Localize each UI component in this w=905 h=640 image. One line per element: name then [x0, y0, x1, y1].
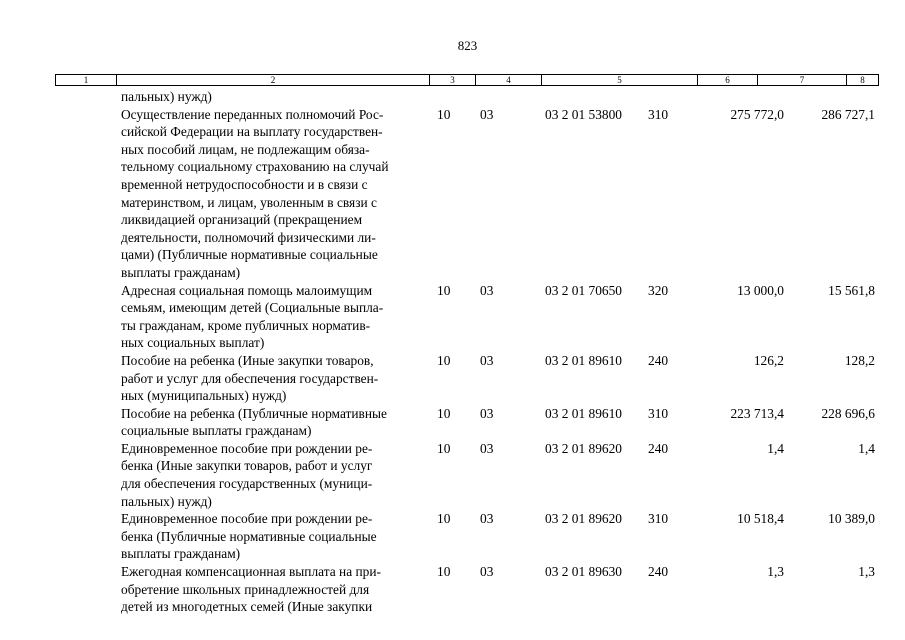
description-line: ных пособий лицам, не подлежащим обяза-: [121, 141, 370, 157]
expense-type-code: 240: [648, 440, 669, 456]
subsection-code: 03: [480, 511, 494, 527]
target-article-code: 03 2 01 70650: [545, 282, 622, 298]
amount-year-1: 1,3: [767, 564, 784, 580]
row-description: [121, 106, 426, 282]
description-line: ных социальных выплат): [121, 335, 265, 351]
amount-year-2: 1,4: [858, 440, 875, 456]
page-number: 823: [457, 38, 478, 53]
description-line: выплаты гражданам): [121, 546, 241, 562]
amount-year-2: 15 561,8: [828, 282, 875, 298]
description-line: пальных) нужд): [121, 493, 212, 509]
row-description: [121, 352, 426, 405]
expense-type-code: 310: [648, 405, 669, 421]
subsection-code: 03: [480, 440, 494, 456]
row-description: [121, 405, 426, 440]
table-row: [0, 563, 905, 616]
row-description: [121, 440, 426, 510]
continuation-row: [0, 88, 905, 106]
row-description: [121, 510, 426, 563]
amount-year-1: 1,4: [767, 440, 784, 456]
target-article-code: 03 2 01 89620: [545, 440, 622, 456]
header-col-6: 6: [697, 75, 757, 85]
description-line: Ежегодная компенсационная выплата на при-: [121, 564, 381, 580]
table-row: [0, 510, 905, 563]
description-line: цами) (Публичные нормативные социальные: [121, 247, 378, 263]
target-article-code: 03 2 01 89630: [545, 564, 622, 580]
section-code: 10: [437, 106, 451, 122]
expense-type-code: 240: [648, 352, 669, 368]
description-line: Осуществление переданных полномочий Рос-: [121, 106, 384, 122]
table-body: [0, 88, 905, 616]
description-line: Пособие на ребенка (Иные закупки товаров,: [121, 352, 374, 368]
target-article-code: 03 2 01 53800: [545, 106, 622, 122]
table-row: [0, 282, 905, 352]
description-line: выплаты гражданам): [121, 264, 241, 280]
expense-type-code: 310: [648, 106, 669, 122]
description-line: бенка (Публичные нормативные социальные: [121, 528, 377, 544]
table-row: [0, 405, 905, 440]
continuation-text: пальных) нужд): [121, 89, 212, 104]
description-line: Пособие на ребенка (Публичные нормативные: [121, 405, 387, 421]
description-line: социальные выплаты гражданам): [121, 423, 312, 439]
table-row: [0, 440, 905, 510]
description-line: работ и услуг для обеспечения государствен-: [121, 370, 379, 386]
expense-type-code: 240: [648, 564, 669, 580]
description-line: семьям, имеющим детей (Социальные выпла-: [121, 300, 384, 316]
description-line: временной нетрудоспособности и в связи с: [121, 176, 368, 192]
section-code: 10: [437, 440, 451, 456]
target-article-code: 03 2 01 89620: [545, 511, 622, 527]
row-description: [121, 563, 426, 616]
table-row: [0, 352, 905, 405]
header-col-8: 8: [846, 75, 878, 85]
amount-year-1: 13 000,0: [737, 282, 784, 298]
amount-year-1: 223 713,4: [730, 405, 784, 421]
section-code: 10: [437, 511, 451, 527]
description-line: для обеспечения государственных (муници-: [121, 476, 373, 492]
description-line: Единовременное пособие при рождении ре-: [121, 440, 373, 456]
description-line: обретение школьных принадлежностей для: [121, 581, 370, 597]
subsection-code: 03: [480, 405, 494, 421]
description-line: детей из многодетных семей (Иные закупки: [121, 599, 373, 615]
amount-year-2: 10 389,0: [828, 511, 875, 527]
row-description: [121, 282, 426, 352]
description-line: бенка (Иные закупки товаров, работ и услуг: [121, 458, 373, 474]
header-col-4: 4: [475, 75, 541, 85]
amount-year-1: 10 518,4: [737, 511, 784, 527]
header-col-5: 5: [541, 75, 697, 85]
section-code: 10: [437, 564, 451, 580]
subsection-code: 03: [480, 106, 494, 122]
subsection-code: 03: [480, 564, 494, 580]
header-col-3: 3: [429, 75, 475, 85]
section-code: 10: [437, 282, 451, 298]
expense-type-code: 310: [648, 511, 669, 527]
subsection-code: 03: [480, 352, 494, 368]
expense-type-code: 320: [648, 282, 669, 298]
target-article-code: 03 2 01 89610: [545, 352, 622, 368]
description-line: ты гражданам, кроме публичных норматив-: [121, 317, 371, 333]
subsection-code: 03: [480, 282, 494, 298]
description-line: ных (муниципальных) нужд): [121, 388, 287, 404]
table-header: [55, 74, 879, 86]
section-code: 10: [437, 352, 451, 368]
amount-year-1: 126,2: [753, 352, 784, 368]
section-code: 10: [437, 405, 451, 421]
description-line: Адресная социальная помощь малоимущим: [121, 282, 373, 298]
description-line: Единовременное пособие при рождении ре-: [121, 511, 373, 527]
amount-year-2: 1,3: [858, 564, 875, 580]
header-col-7: 7: [757, 75, 846, 85]
description-line: материнством, и лицам, уволенным в связи с: [121, 194, 377, 210]
header-col-2: 2: [116, 75, 429, 85]
amount-year-1: 275 772,0: [730, 106, 784, 122]
amount-year-2: 128,2: [844, 352, 875, 368]
amount-year-2: 228 696,6: [821, 405, 875, 421]
amount-year-2: 286 727,1: [821, 106, 875, 122]
description-line: деятельности, полномочий физическими ли-: [121, 229, 376, 245]
description-line: ликвидацией организаций (прекращением: [121, 212, 363, 228]
description-line: тельному социальному страхованию на случай: [121, 159, 389, 175]
header-col-1: 1: [83, 75, 89, 85]
table-row: [0, 106, 905, 282]
description-line: сийской Федерации на выплату государствен-: [121, 124, 383, 140]
target-article-code: 03 2 01 89610: [545, 405, 622, 421]
